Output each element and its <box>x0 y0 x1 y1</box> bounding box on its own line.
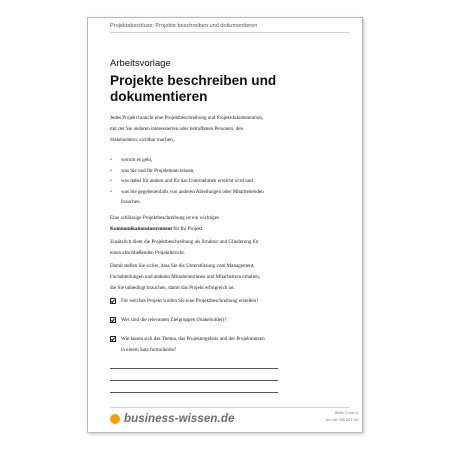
list-item-text: brauchen. <box>121 199 141 205</box>
bullet-icon: • <box>110 178 112 184</box>
question-text: Wie lassen sich das Thema, das Projektergebnis und der Projektnutzen <box>121 336 265 342</box>
logo-dot-icon <box>110 414 120 424</box>
structure-paragraph <box>110 237 310 259</box>
list-item <box>110 166 310 177</box>
para-text: für Ihr Projekt. <box>171 225 204 232</box>
question-text: in einem Satz formulieren? <box>121 346 177 353</box>
list-item-text: was dabei für andere und für das Unternehmen erreicht wird und <box>121 178 253 184</box>
question-item <box>110 315 310 326</box>
answer-line[interactable] <box>110 368 278 369</box>
para-line <box>110 224 310 235</box>
page-number: Seite 1 von 3 <box>334 410 358 415</box>
intro-line: mit der Sie anderen interessierten oder betroffenen Personen, den <box>110 125 244 132</box>
checkbox-icon[interactable] <box>110 317 116 323</box>
header-divider <box>110 32 350 33</box>
answer-line[interactable] <box>110 380 278 381</box>
para-line: Damit stellen Sie sicher, dass Sie die Unterstützung vom Management, <box>110 263 255 269</box>
checkbox-icon[interactable] <box>110 336 116 342</box>
communication-paragraph <box>110 213 310 235</box>
question-item <box>110 296 310 307</box>
para-line: die Sie unbedingt brauchen, damit das Projekt erfolgreich ist. <box>110 284 235 291</box>
list-item-text: was Sie und Ihr Projektteam leisten, <box>121 167 195 174</box>
document-kicker: Arbeitsvorlage <box>110 58 171 69</box>
page-title: Projekte beschreiben und dokumentieren <box>110 73 277 104</box>
list-item-text: was Sie gegebenenfalls von anderen Abteilungen oder Mitarbeitenden <box>121 188 264 195</box>
para-line: Eine schlüssige Projektbeschreibung ist ein wichtiges <box>110 215 220 221</box>
brand-logo <box>110 411 234 427</box>
para-line: Fachabteilungen und anderen Mitarbeiterinnen und Mitarbeitern erhalten, <box>110 273 261 280</box>
footer-info <box>326 410 358 423</box>
answer-line[interactable] <box>110 392 278 393</box>
para-line: einen abschließenden Projektbericht. <box>110 249 186 256</box>
intro-line: Stakeholdern, sichtbar machen, <box>110 136 174 143</box>
support-paragraph <box>110 261 310 293</box>
list-item <box>110 187 310 208</box>
bullet-icon: • <box>110 188 112 195</box>
logo-text: business-wissen.de <box>124 413 235 425</box>
running-header: Projektabschluss: Projekte beschreiben und dokumentieren <box>110 23 258 29</box>
intro-paragraph <box>110 113 310 145</box>
list-item <box>110 155 310 166</box>
emphasis-text: Kommunikationsinstrument <box>110 225 172 232</box>
article-number: Art.-Nr. SB.007.04 <box>325 416 358 422</box>
footer-divider <box>110 407 350 408</box>
para-line: Zusätzlich dient die Projektbeschreibung als Struktur und Gliederung für <box>110 239 259 245</box>
bullet-list <box>110 155 310 208</box>
question-text: Wer sind die relevanten Zielgruppen (Stakeholder)? <box>121 317 227 323</box>
question-text: Für welches Projekt wollen Sie eine Projektbeschreibung erstellen? <box>121 298 259 304</box>
intro-line: Jedes Projekt braucht eine Projektbeschreibung und Projektdokumentation, <box>110 115 264 121</box>
bullet-icon: • <box>110 157 112 163</box>
list-item <box>110 176 310 187</box>
checkbox-icon[interactable] <box>110 298 116 304</box>
list-item-text: worum es geht, <box>121 157 153 163</box>
question-item <box>110 334 310 355</box>
bullet-icon: • <box>110 167 112 174</box>
